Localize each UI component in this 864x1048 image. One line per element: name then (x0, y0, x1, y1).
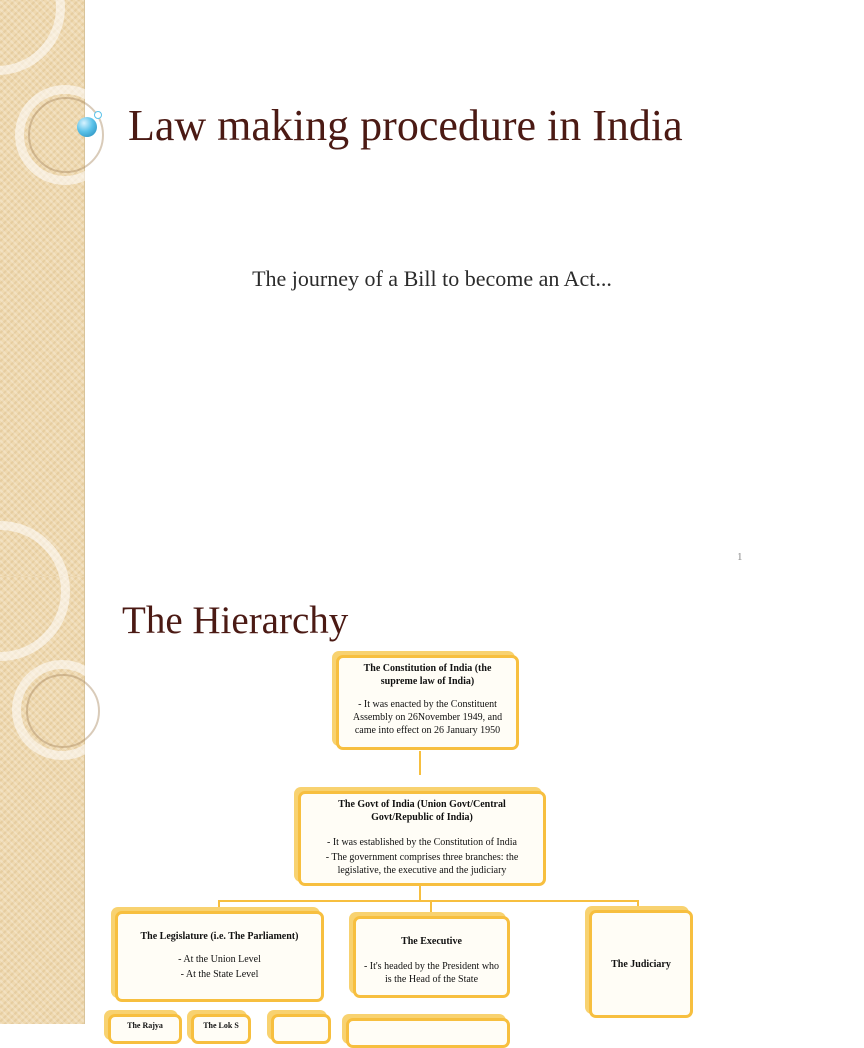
legislature-text-2: - At the State Level (180, 969, 259, 980)
slide-2 (0, 576, 768, 1030)
connector-line (430, 900, 432, 914)
legislature-box (115, 911, 324, 1002)
govt-text-1: - It was established by the Constitution of India (327, 837, 517, 848)
slide-subtitle: The journey of a Bill to become an Act... (252, 266, 612, 291)
slide-title: The Hierarchy (122, 599, 349, 642)
executive-title: The Executive (401, 936, 462, 947)
page-number: 1 (737, 551, 743, 563)
sub-box (271, 1014, 331, 1044)
legislature-text-1: - At the Union Level (178, 954, 261, 965)
constitution-text: - It was enacted by the Constituent Assembly on 26November 1949, and came into effect on 26 January 1950 (352, 699, 503, 736)
connector-line (637, 900, 639, 910)
ring-decoration (26, 674, 100, 748)
judiciary-title: The Judiciary (611, 958, 671, 970)
ring-decoration (0, 0, 65, 75)
slide-title: Law making procedure in India (128, 101, 683, 150)
lok-sabha-box (191, 1014, 251, 1044)
slide-1 (0, 0, 768, 576)
connector-line (419, 751, 421, 775)
constitution-box (336, 655, 519, 750)
decorative-sidebar (0, 576, 85, 1024)
govt-box (298, 791, 546, 886)
judiciary-box (589, 910, 693, 1018)
rajya-sabha-box (108, 1014, 182, 1044)
lok-sabha-title: The Lok S (203, 1021, 239, 1030)
legislature-title: The Legislature (i.e. The Parliament) (140, 931, 299, 942)
connector-line (218, 900, 639, 902)
govt-title: The Govt of India (Union Govt/Central Govt/Republic of India) (338, 799, 506, 823)
govt-text-2: - The government comprises three branches: the legislative, the executive and the judiciary (325, 852, 519, 876)
sub-box (346, 1018, 510, 1048)
bullet-icon (77, 117, 97, 137)
executive-text: - It's headed by the President who is the Head of the State (363, 961, 500, 985)
rajya-sabha-title: The Rajya (127, 1021, 163, 1030)
bullet-icon (94, 111, 102, 119)
constitution-title: The Constitution of India (the supreme law of India) (363, 663, 492, 687)
executive-box (353, 916, 510, 998)
